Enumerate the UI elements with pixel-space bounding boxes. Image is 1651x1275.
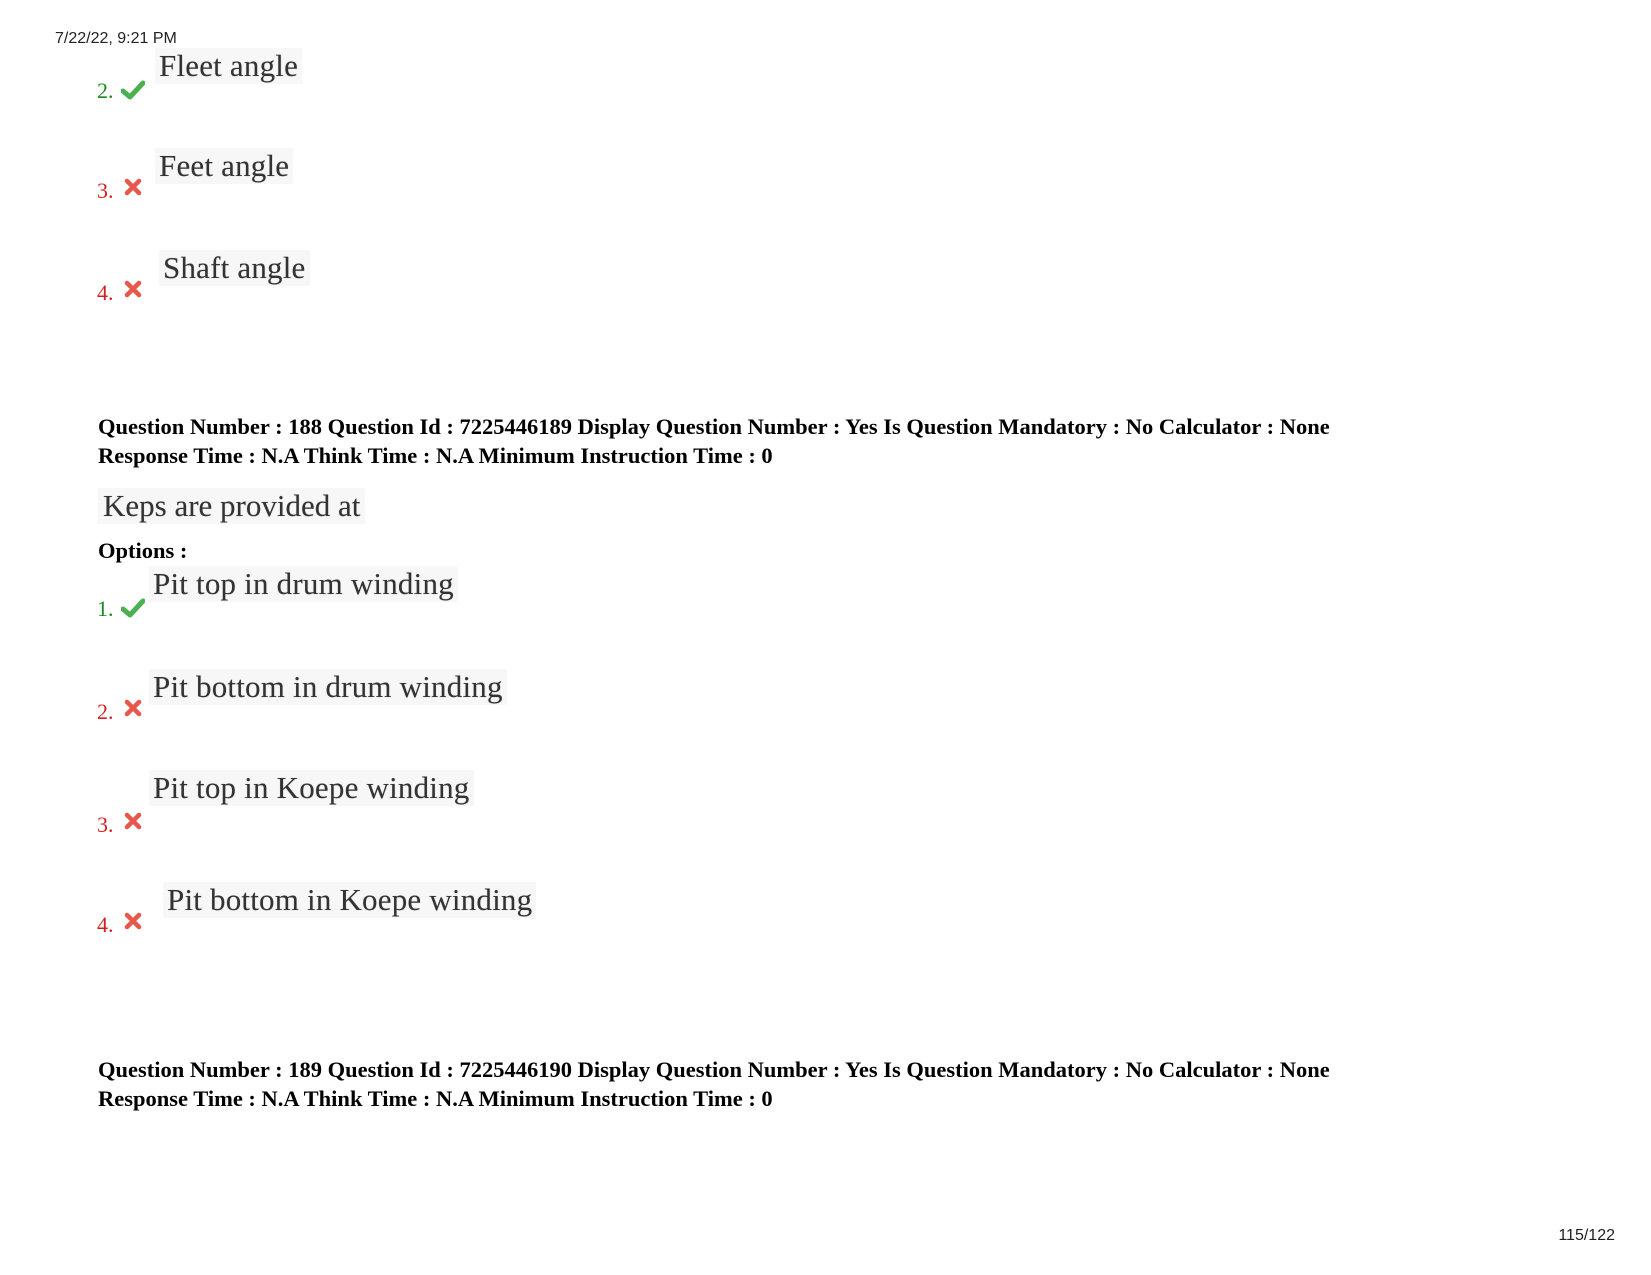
option-row [97, 48, 302, 103]
option-text: Feet angle [155, 148, 293, 184]
option-text: Pit bottom in Koepe winding [163, 882, 536, 918]
page-number: 115/122 [1558, 1227, 1615, 1244]
option-number: 4. [97, 280, 114, 305]
option-number: 2. [97, 699, 114, 724]
option-text: Pit bottom in drum winding [149, 669, 507, 705]
option-number: 4. [97, 912, 114, 937]
question-meta [98, 1055, 1598, 1113]
option-number: 1. [97, 596, 114, 621]
option-row [97, 770, 480, 837]
cross-icon [121, 280, 147, 304]
option-text: Shaft angle [159, 250, 310, 286]
option-number: 3. [97, 812, 114, 837]
question-meta-line1: Question Number : 189 Question Id : 7225446190 Display Question Number : Yes Is Question Mandatory : No Calculator : None [98, 1057, 1330, 1082]
question-meta [98, 412, 1598, 470]
cross-icon [121, 699, 147, 723]
check-icon [121, 78, 147, 102]
option-text: Pit top in drum winding [149, 566, 458, 602]
option-number: 3. [97, 178, 114, 203]
print-date: 7/22/22, 9:21 PM [55, 30, 177, 47]
cross-icon [121, 178, 147, 202]
option-row [97, 148, 293, 203]
option-row [97, 250, 306, 305]
options-label: Options : [98, 538, 188, 563]
option-number: 2. [97, 78, 114, 103]
option-text: Pit top in Koepe winding [149, 770, 474, 806]
question-text: Keps are provided at [98, 488, 365, 524]
check-icon [121, 596, 147, 620]
question-meta-line2: Response Time : N.A Think Time : N.A Minimum Instruction Time : 0 [98, 1086, 773, 1111]
cross-icon [121, 812, 147, 836]
option-row [97, 882, 533, 937]
cross-icon [121, 912, 147, 936]
option-row [97, 669, 513, 724]
question-meta-line1: Question Number : 188 Question Id : 7225446189 Display Question Number : Yes Is Question Mandatory : No Calculator : None [98, 414, 1330, 439]
question-meta-line2: Response Time : N.A Think Time : N.A Minimum Instruction Time : 0 [98, 443, 773, 468]
option-row [97, 566, 464, 621]
option-text: Fleet angle [155, 48, 302, 84]
